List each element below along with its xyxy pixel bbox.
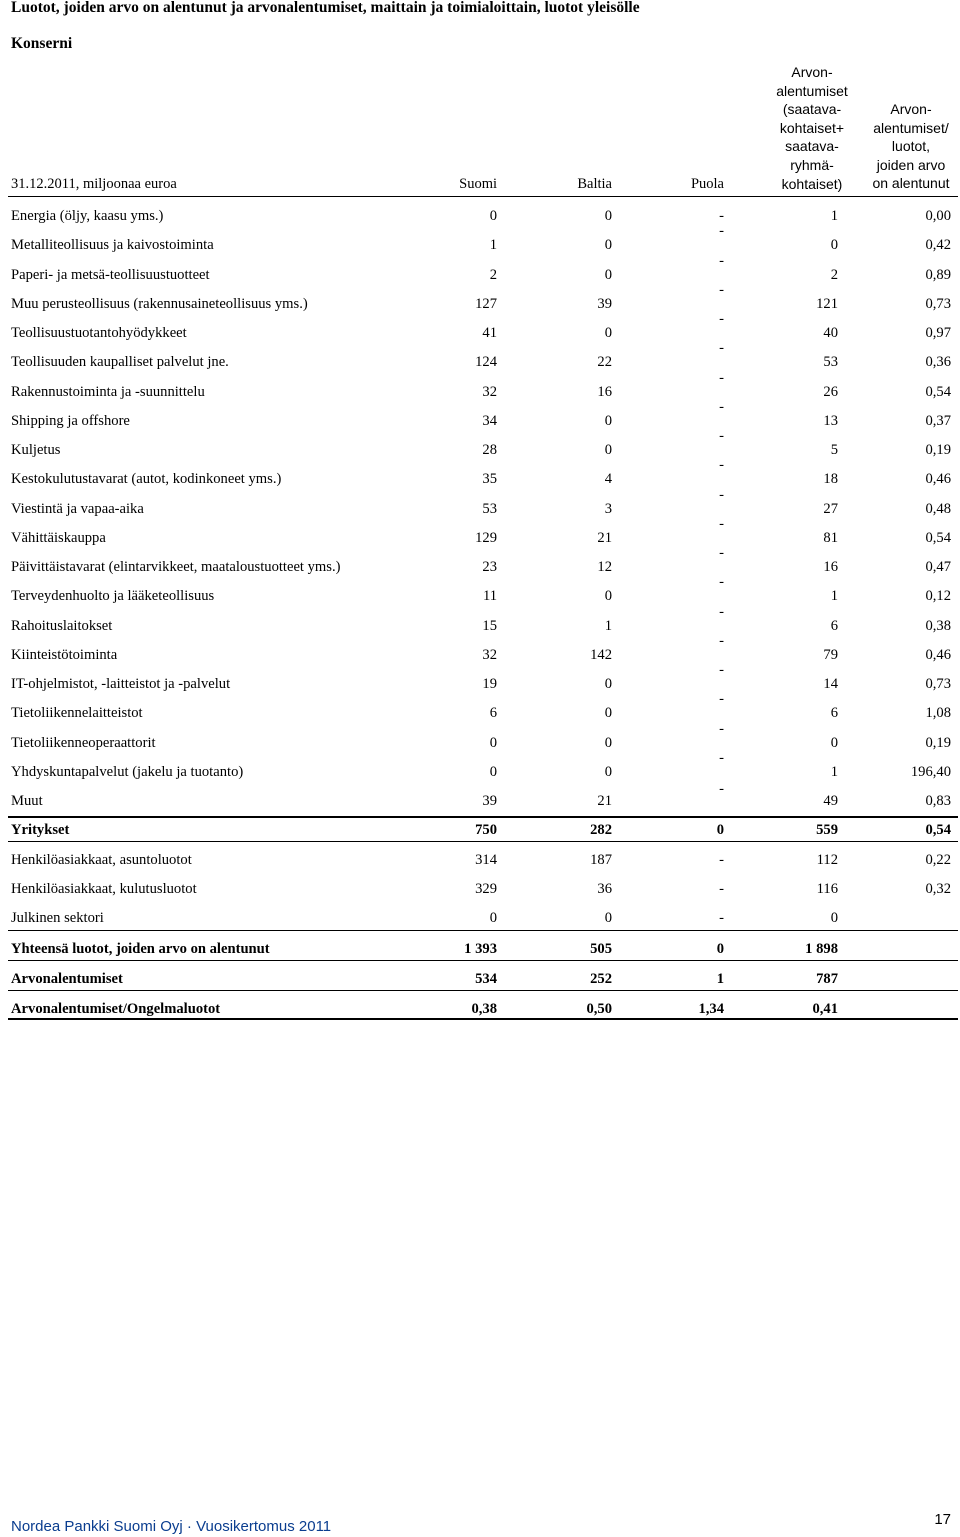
cell-suomi: 127 (475, 296, 497, 312)
table-row (0, 574, 960, 615)
cell-baltia: 22 (597, 354, 612, 370)
cell-puola: - (719, 574, 724, 590)
table-row (0, 691, 960, 732)
cell-label: Yhteensä luotot, joiden arvo on alentunut (11, 941, 270, 957)
cell-baltia: 16 (597, 384, 612, 400)
table-row (0, 457, 960, 498)
cell-baltia: 187 (590, 852, 612, 868)
cell-suomi: 2 (489, 267, 497, 283)
cell-baltia: 0 (604, 325, 612, 341)
cell-puola: - (719, 852, 724, 868)
cell-suomi: 39 (482, 793, 497, 809)
cell-ratio: 0,19 (925, 735, 951, 751)
cell-ratio: 0,36 (925, 354, 951, 370)
table-row (0, 750, 960, 791)
cell-suomi: 15 (482, 618, 497, 634)
table-rule (8, 816, 958, 818)
cell-puola: - (719, 311, 724, 327)
cell-label: Julkinen sektori (11, 910, 104, 926)
cell-suomi: 1 (489, 237, 497, 253)
cell-label: Arvonalentumiset/Ongelmaluotot (11, 1001, 221, 1017)
cell-suomi: 0 (489, 208, 497, 224)
cell-suomi: 0 (489, 735, 497, 751)
cell-label: Tietoliikenneoperaattorit (11, 735, 156, 751)
cell-label: Shipping ja offshore (11, 413, 130, 429)
cell-arvo: 81 (823, 530, 838, 546)
cell-puola: - (719, 691, 724, 707)
cell-arvo: 0 (830, 735, 838, 751)
header-suomi: Suomi (459, 176, 497, 192)
table-row (0, 223, 960, 264)
cell-arvo: 6 (830, 618, 838, 634)
cell-suomi: 34 (482, 413, 497, 429)
cell-baltia: 0 (604, 208, 612, 224)
cell-arvo: 16 (823, 559, 838, 575)
cell-suomi: 32 (482, 384, 497, 400)
table-row (0, 999, 960, 1028)
cell-label: Energia (öljy, kaasu yms.) (11, 208, 164, 224)
cell-ratio: 0,46 (925, 647, 951, 663)
header-rule (8, 196, 958, 197)
table-row (0, 879, 960, 908)
cell-label: IT-ohjelmistot, -laitteistot ja -palvelut (11, 676, 231, 692)
cell-baltia: 0 (604, 735, 612, 751)
cell-ratio: 0,32 (925, 881, 951, 897)
cell-puola: - (719, 604, 724, 620)
cell-label: Terveydenhuolto ja lääketeollisuus (11, 588, 215, 604)
table-row (0, 850, 960, 879)
cell-puola: 1 (716, 971, 724, 987)
table-row (0, 487, 960, 528)
cell-puola: - (719, 545, 724, 561)
cell-baltia: 21 (597, 793, 612, 809)
table-row (0, 969, 960, 998)
cell-label: Muu perusteollisuus (rakennusaineteollisuus yms.) (11, 296, 308, 312)
cell-label: Muut (11, 793, 43, 809)
cell-puola: - (719, 516, 724, 532)
cell-arvo: 40 (823, 325, 838, 341)
cell-arvo: 0 (830, 910, 838, 926)
cell-baltia: 505 (590, 941, 612, 957)
cell-arvo: 49 (823, 793, 838, 809)
table-row (0, 633, 960, 674)
cell-label: Kestokulutustavarat (autot, kodinkoneet yms.) (11, 471, 282, 487)
table-row (0, 428, 960, 469)
cell-puola: 1,34 (698, 1001, 724, 1017)
cell-ratio: 0,12 (925, 588, 951, 604)
cell-ratio: 0,54 (925, 530, 951, 546)
cell-ratio: 0,19 (925, 442, 951, 458)
table-row (0, 399, 960, 440)
cell-suomi: 28 (482, 442, 497, 458)
cell-ratio: 0,47 (925, 559, 951, 575)
cell-arvo: 14 (823, 676, 838, 692)
cell-suomi: 11 (482, 588, 497, 604)
table-row (0, 939, 960, 968)
cell-puola: 0 (716, 941, 724, 957)
cell-arvo: 112 (816, 852, 838, 868)
cell-puola: - (719, 253, 724, 269)
cell-suomi: 1 393 (464, 941, 497, 957)
cell-ratio: 0,37 (925, 413, 951, 429)
table-row (0, 516, 960, 557)
cell-puola: - (719, 370, 724, 386)
cell-ratio: 0,73 (925, 676, 951, 692)
cell-arvo: 53 (823, 354, 838, 370)
cell-arvo: 79 (823, 647, 838, 663)
cell-suomi: 329 (475, 881, 497, 897)
cell-ratio: 1,08 (925, 705, 951, 721)
cell-label: Päivittäistavarat (elintarvikkeet, maataloustuotteet yms.) (11, 559, 341, 575)
cell-label: Kiinteistötoiminta (11, 647, 118, 663)
cell-suomi: 23 (482, 559, 497, 575)
cell-label: Kuljetus (11, 442, 61, 458)
table-row (0, 206, 960, 235)
table-row (0, 721, 960, 762)
cell-ratio: 196,40 (910, 764, 951, 780)
cell-puola: - (719, 223, 724, 239)
cell-arvo: 0 (830, 237, 838, 253)
cell-baltia: 282 (590, 822, 612, 838)
cell-ratio: 0,54 (925, 822, 951, 838)
cell-baltia: 142 (590, 647, 612, 663)
cell-puola: - (719, 662, 724, 678)
cell-suomi: 19 (482, 676, 497, 692)
cell-suomi: 0 (489, 910, 497, 926)
cell-arvo: 121 (816, 296, 838, 312)
cell-arvo: 5 (830, 442, 838, 458)
cell-puola: - (719, 487, 724, 503)
table-rule (8, 960, 958, 961)
table-row (0, 662, 960, 703)
cell-label: Yhdyskuntapalvelut (jakelu ja tuotanto) (11, 764, 244, 780)
cell-baltia: 0 (604, 588, 612, 604)
cell-baltia: 1 (604, 618, 612, 634)
page-title: Luotot, joiden arvo on alentunut ja arvonalentumiset, maittain ja toimialoittain, luotot yleisölle (11, 0, 640, 16)
cell-puola: 0 (716, 822, 724, 838)
cell-puola: - (719, 208, 724, 224)
table-rule (8, 841, 958, 842)
cell-label: Teollisuustuotantohyödykkeet (11, 325, 187, 341)
table-row (0, 604, 960, 645)
cell-label: Teollisuuden kaupalliset palvelut jne. (11, 354, 229, 370)
cell-suomi: 6 (489, 705, 497, 721)
cell-suomi: 750 (475, 822, 497, 838)
cell-baltia: 3 (604, 501, 612, 517)
cell-baltia: 0 (604, 413, 612, 429)
cell-baltia: 0 (604, 237, 612, 253)
cell-puola: - (719, 881, 724, 897)
cell-suomi: 0 (489, 764, 497, 780)
table-row (0, 282, 960, 323)
cell-arvo: 27 (823, 501, 838, 517)
footer-page-number: 17 (934, 1511, 951, 1528)
cell-label: Henkilöasiakkaat, asuntoluotot (11, 852, 192, 868)
cell-baltia: 39 (597, 296, 612, 312)
cell-baltia: 36 (597, 881, 612, 897)
table-row (0, 545, 960, 586)
cell-suomi: 41 (482, 325, 497, 341)
cell-baltia: 0 (604, 267, 612, 283)
cell-label: Yritykset (11, 822, 70, 838)
cell-puola: - (719, 910, 724, 926)
cell-baltia: 0 (604, 910, 612, 926)
cell-arvo: 1 (830, 208, 838, 224)
table-row (0, 820, 960, 849)
cell-puola: - (719, 750, 724, 766)
cell-label: Vähittäiskauppa (11, 530, 106, 546)
cell-arvo: 18 (823, 471, 838, 487)
cell-suomi: 32 (482, 647, 497, 663)
cell-ratio: 0,73 (925, 296, 951, 312)
cell-suomi: 124 (475, 354, 497, 370)
cell-ratio: 0,89 (925, 267, 951, 283)
cell-baltia: 0,50 (586, 1001, 612, 1017)
cell-puola: - (719, 633, 724, 649)
cell-suomi: 53 (482, 501, 497, 517)
cell-arvo: 116 (816, 881, 838, 897)
table-rule (8, 990, 958, 991)
header-arvonalentumiset: Arvon- alentumiset (saatava- kohtaiset+ saatava- ryhmä- kohtaiset) (776, 64, 848, 192)
cell-baltia: 0 (604, 705, 612, 721)
cell-suomi: 534 (475, 971, 497, 987)
cell-baltia: 4 (604, 471, 612, 487)
cell-puola: - (719, 282, 724, 298)
cell-baltia: 0 (604, 442, 612, 458)
cell-puola: - (719, 721, 724, 737)
cell-label: Metalliteollisuus ja kaivostoiminta (11, 237, 214, 253)
cell-ratio: 0,46 (925, 471, 951, 487)
table-row (0, 253, 960, 294)
cell-arvo: 1 898 (805, 941, 838, 957)
cell-baltia: 12 (597, 559, 612, 575)
table-rule (8, 930, 958, 931)
cell-baltia: 252 (590, 971, 612, 987)
cell-baltia: 21 (597, 530, 612, 546)
cell-baltia: 0 (604, 764, 612, 780)
cell-suomi: 314 (475, 852, 497, 868)
cell-ratio: 0,54 (925, 384, 951, 400)
cell-arvo: 26 (823, 384, 838, 400)
cell-suomi: 35 (482, 471, 497, 487)
cell-label: Arvonalentumiset (11, 971, 123, 987)
cell-puola: - (719, 457, 724, 473)
cell-arvo: 13 (823, 413, 838, 429)
table-row (0, 340, 960, 381)
cell-suomi: 129 (475, 530, 497, 546)
cell-ratio: 0,97 (925, 325, 951, 341)
table-row (0, 908, 960, 937)
cell-suomi: 0,38 (471, 1001, 497, 1017)
cell-arvo: 1 (830, 764, 838, 780)
cell-label: Rakennustoiminta ja -suunnittelu (11, 384, 205, 400)
cell-label: Tietoliikennelaitteistot (11, 705, 143, 721)
cell-ratio: 0,48 (925, 501, 951, 517)
cell-arvo: 1 (830, 588, 838, 604)
cell-ratio: 0,22 (925, 852, 951, 868)
cell-arvo: 559 (816, 822, 838, 838)
table-rule (8, 1018, 958, 1020)
header-date-label: 31.12.2011, miljoonaa euroa (11, 176, 177, 192)
footer-publication: Nordea Pankki Suomi Oyj · Vuosikertomus 2011 (11, 1518, 332, 1535)
cell-arvo: 0,41 (812, 1001, 838, 1017)
cell-ratio: 0,38 (925, 618, 951, 634)
header-puola: Puola (690, 176, 724, 192)
cell-label: Viestintä ja vapaa-aika (11, 501, 144, 517)
table-row (0, 311, 960, 352)
cell-puola: - (719, 340, 724, 356)
cell-label: Paperi- ja metsä-teollisuustuotteet (11, 267, 210, 283)
cell-ratio: 0,42 (925, 237, 951, 253)
cell-label: Rahoituslaitokset (11, 618, 113, 634)
cell-arvo: 787 (816, 971, 838, 987)
header-baltia: Baltia (577, 176, 612, 192)
header-ratio: Arvon- alentumiset/ luotot, joiden arvo on alentunut (872, 101, 950, 192)
cell-puola: - (719, 428, 724, 444)
cell-ratio: 0,00 (925, 208, 951, 224)
cell-ratio: 0,83 (925, 793, 951, 809)
cell-arvo: 2 (830, 267, 838, 283)
cell-baltia: 0 (604, 676, 612, 692)
page-subtitle: Konserni (11, 35, 73, 52)
cell-puola: - (719, 399, 724, 415)
cell-puola: - (719, 781, 724, 797)
table-row (0, 370, 960, 411)
cell-arvo: 6 (830, 705, 838, 721)
cell-label: Henkilöasiakkaat, kulutusluotot (11, 881, 197, 897)
